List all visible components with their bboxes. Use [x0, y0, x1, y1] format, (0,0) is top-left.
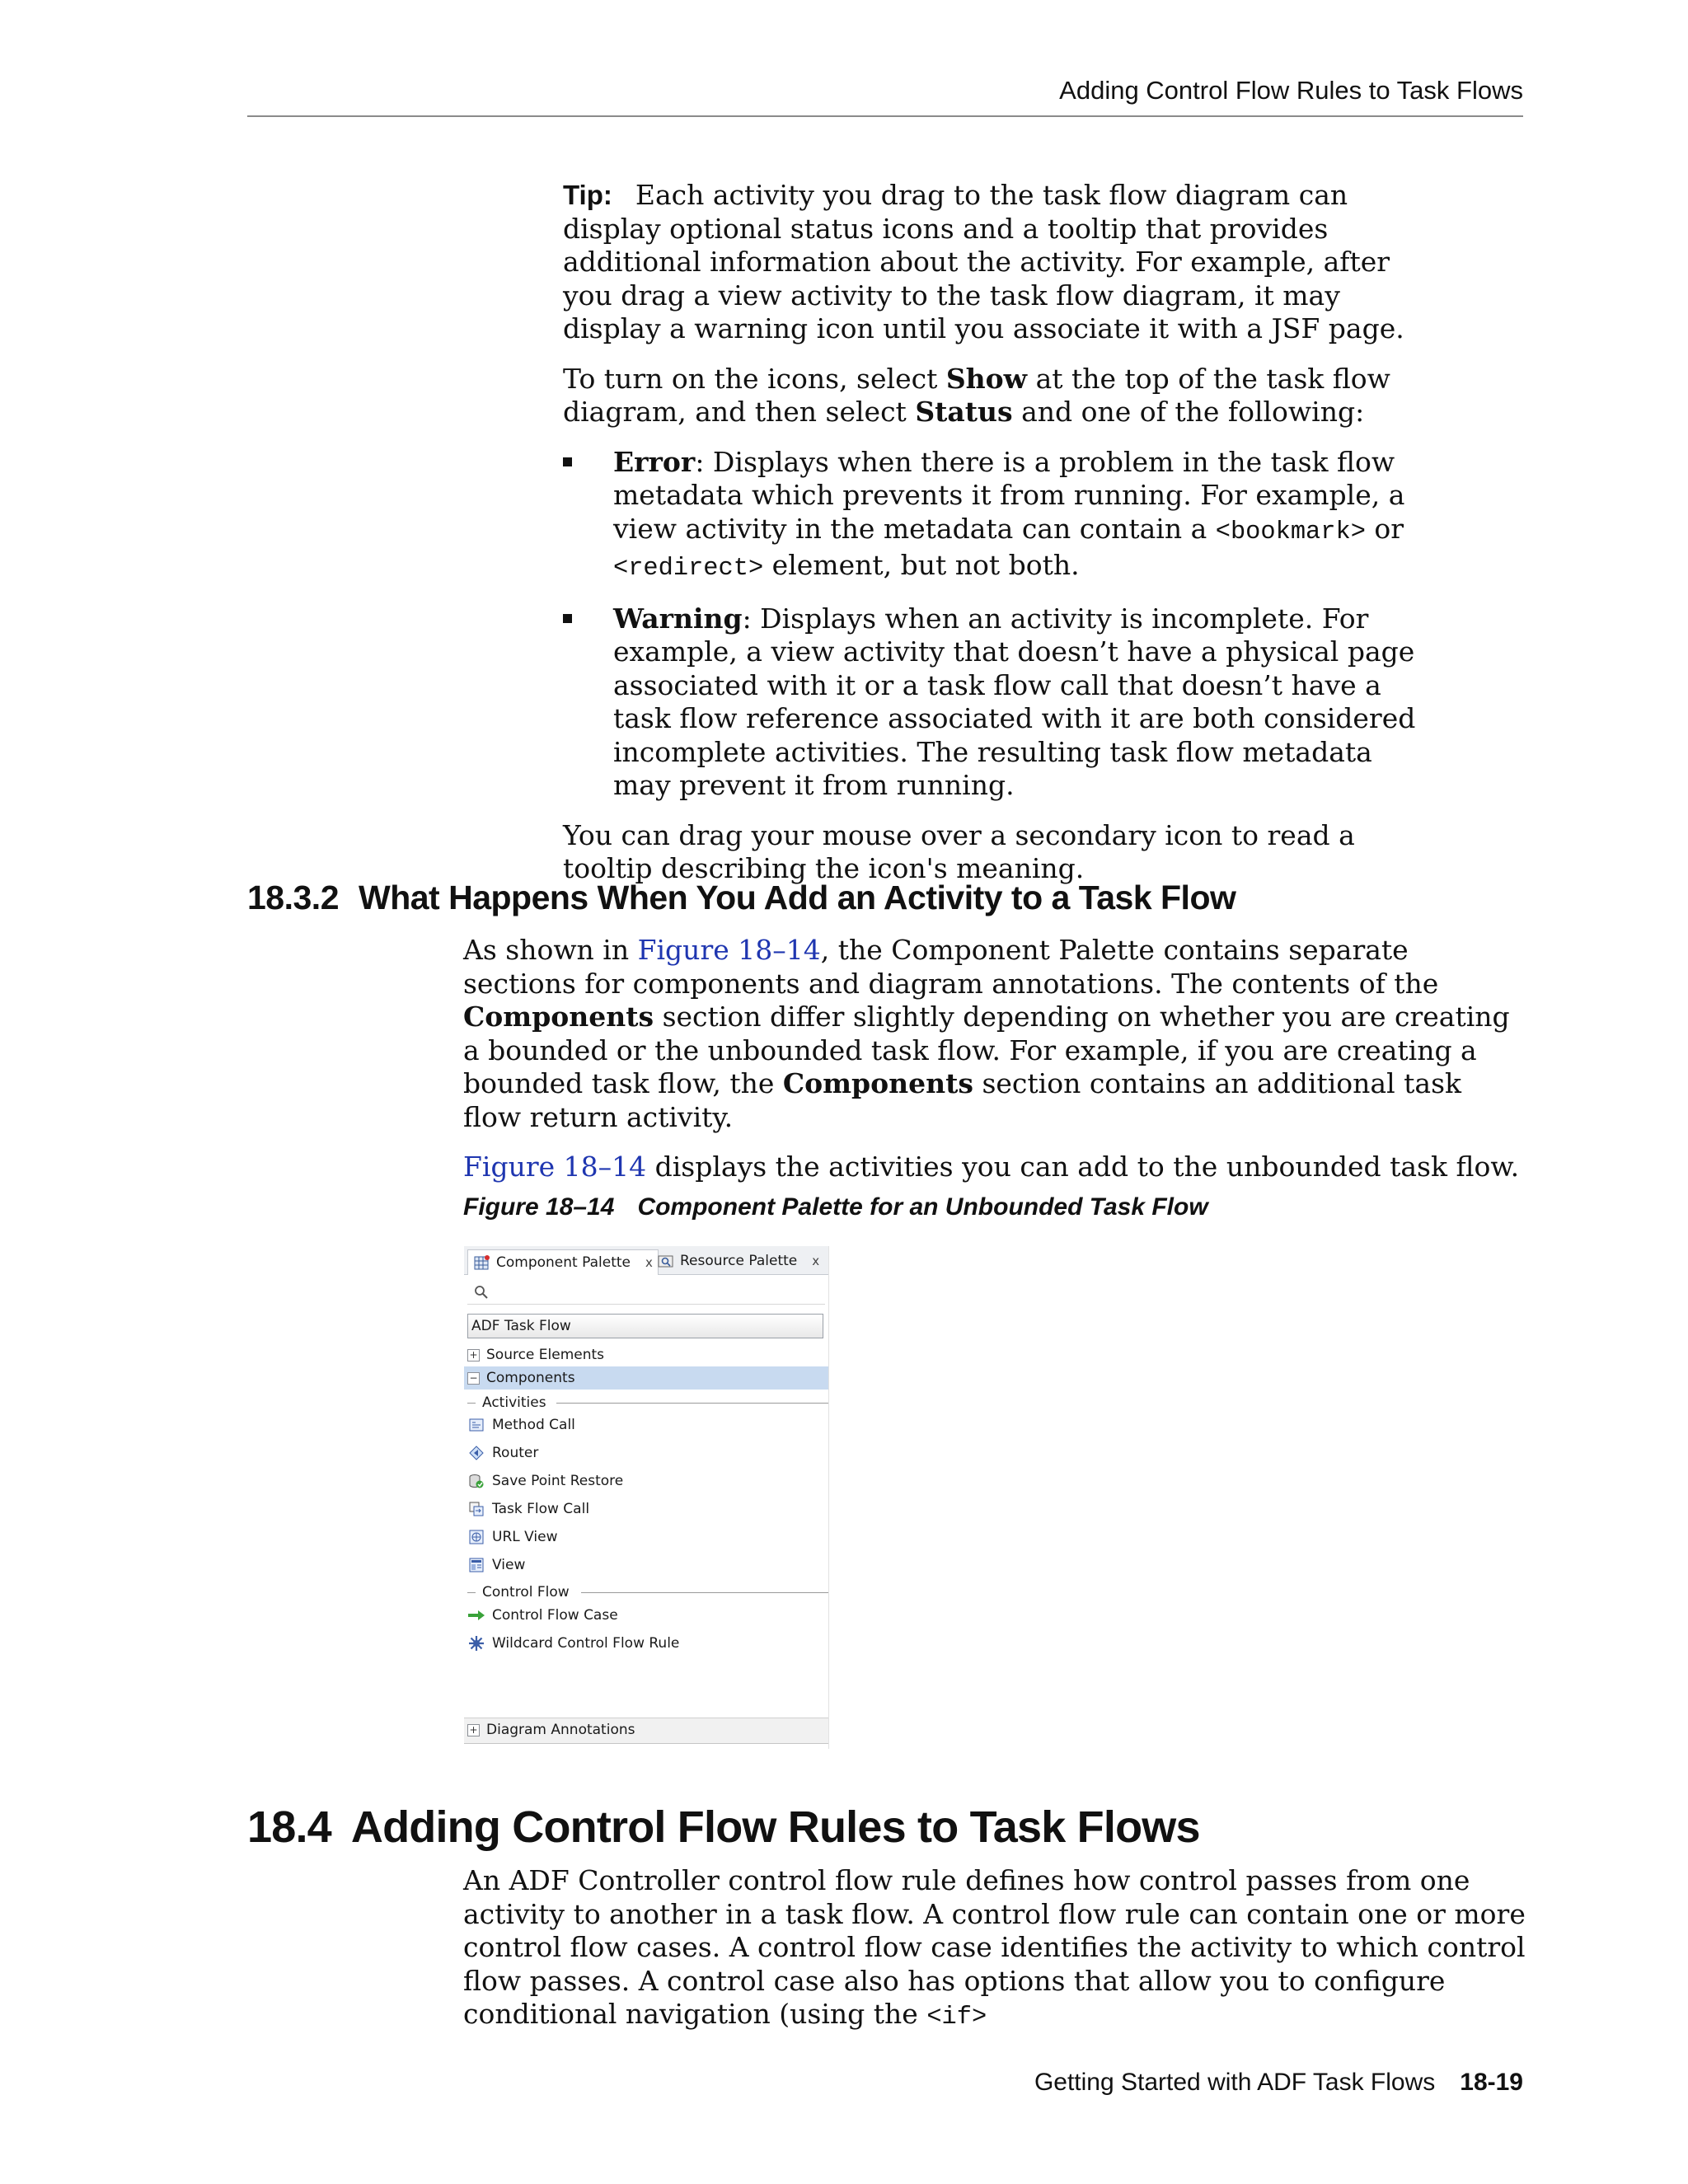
node-label: Components [486, 1370, 575, 1386]
figure-link[interactable]: Figure 18–14 [463, 1151, 647, 1183]
footer-book-title: Getting Started with ADF Task Flows [1034, 2069, 1436, 2096]
tip-paragraph-1 [563, 179, 1437, 346]
save-point-restore-icon [467, 1472, 485, 1490]
library-select-value: ADF Task Flow [471, 1318, 571, 1334]
section-number: 18.3.2 [247, 879, 339, 916]
group-divider [556, 1403, 828, 1404]
search-icon [472, 1283, 490, 1301]
page-number: 18-19 [1460, 2069, 1523, 2096]
url-view-icon [467, 1528, 485, 1546]
group-divider [581, 1592, 828, 1593]
library-select[interactable] [467, 1314, 823, 1338]
page-footer [742, 2069, 1523, 2097]
section-title: Adding Control Flow Rules to Task Flows [350, 1802, 1200, 1852]
tip-text: Each activity you drag to the task flow diagram can display optional status icons and a tooltip that provides additional information about the activity. For example, after you drag a view activity to the task flow diagram, it may display a warning icon until you associate it with a JSF page. [563, 179, 1404, 344]
body-text: section differ slightly depending on whether you are creating a bounded or the unbounded task flow. For example, if you are creating a bounded task flow, the [463, 1001, 1510, 1099]
item-label: Wildcard Control Flow Rule [492, 1635, 680, 1652]
router-icon [467, 1444, 485, 1462]
bullet-text: element, but not both. [763, 549, 1080, 581]
view-icon [467, 1556, 485, 1574]
group-activities [467, 1391, 546, 1414]
bullet-text: : Displays when an activity is incomplete. For example, a view activity that doesn’t have a physical page associated with it or a task flow call that doesn’t have a task flow reference associated with it are both considered incomplete activities. The resulting task flow metadata may prevent it from running. [613, 602, 1416, 801]
task-flow-call-icon [467, 1500, 485, 1518]
header-rule [247, 115, 1523, 117]
bullet-warning [563, 602, 1437, 803]
node-label: Diagram Annotations [486, 1722, 635, 1738]
section-heading-18-4 [247, 1802, 1200, 1853]
figure-title: Component Palette for an Unbounded Task Flow [637, 1193, 1208, 1221]
node-label: Source Elements [486, 1347, 605, 1363]
group-line-left [467, 1403, 476, 1404]
diagram-annotations-node[interactable] [467, 1718, 635, 1741]
running-header: Adding Control Flow Rules to Task Flows [1059, 76, 1523, 105]
expand-icon[interactable]: + [467, 1349, 480, 1361]
tip-text: To turn on the icons, select [563, 362, 946, 395]
figure-number: Figure 18–14 [463, 1193, 615, 1221]
item-label: URL View [492, 1529, 558, 1545]
body-text: displays the activities you can add to the unbounded task flow. [646, 1151, 1520, 1183]
palette-item-router[interactable] [467, 1441, 538, 1465]
components-term: Components [463, 1001, 654, 1033]
section-number: 18.4 [247, 1802, 331, 1852]
component-palette-icon [473, 1254, 491, 1272]
group-control-flow [467, 1581, 570, 1604]
group-label: Activities [482, 1394, 546, 1411]
resource-palette-icon [657, 1252, 675, 1270]
method-call-icon [467, 1416, 485, 1434]
body-text: section contains an additional task flow return activity. [463, 1067, 1462, 1133]
bullet-text: or [1365, 512, 1404, 545]
body-text: An ADF Controller control flow rule defines how control passes from one activity to another in a task flow. A control flow rule can contain one or more control flow cases. A control flow case identifies the activity to which control flow passes. A control case also has options that allow you to configure conditional navigation (using the [463, 1864, 1526, 2030]
bullet-term: Error [613, 445, 696, 478]
palette-tab-bar [464, 1246, 828, 1275]
palette-item-save-point-restore[interactable] [467, 1469, 623, 1493]
section-18-3-2-body [463, 934, 1526, 1201]
section-18-4-body [463, 1864, 1526, 2035]
item-label: View [492, 1557, 526, 1573]
bullet-square-icon [563, 614, 572, 623]
item-label: Task Flow Call [492, 1501, 590, 1517]
body-paragraph [463, 1864, 1526, 2035]
show-term: Show [945, 362, 1028, 395]
body-text: As shown in [463, 934, 638, 966]
component-palette-screenshot [464, 1246, 829, 1749]
body-paragraph [463, 1151, 1526, 1184]
tip-block [563, 179, 1437, 902]
tab-resource-palette[interactable] [652, 1249, 824, 1272]
control-flow-case-icon [467, 1606, 485, 1624]
close-icon[interactable]: x [645, 1255, 653, 1270]
tip-paragraph-3: You can drag your mouse over a secondary icon to read a tooltip describing the icon's meaning. [563, 818, 1355, 884]
close-icon[interactable]: x [812, 1254, 820, 1268]
palette-item-method-call[interactable] [467, 1413, 575, 1436]
tab-label: Component Palette [496, 1254, 631, 1271]
section-heading-18-3-2 [247, 879, 1236, 917]
expand-icon[interactable]: + [467, 1724, 480, 1736]
item-label: Save Point Restore [492, 1473, 624, 1489]
bullet-error [563, 446, 1437, 586]
components-node[interactable] [464, 1366, 828, 1390]
palette-item-wildcard-control-flow-rule[interactable] [467, 1632, 679, 1655]
status-term: Status [915, 396, 1013, 428]
code-bookmark: <bookmark> [1215, 518, 1366, 546]
palette-item-task-flow-call[interactable] [467, 1497, 589, 1521]
palette-search-input[interactable] [467, 1281, 825, 1305]
item-label: Control Flow Case [492, 1607, 618, 1624]
wildcard-control-flow-rule-icon [467, 1634, 485, 1652]
bullet-term: Warning [613, 602, 743, 635]
tab-component-palette[interactable] [467, 1249, 659, 1275]
bullet-text: : Displays when there is a problem in the task flow metadata which prevents it from running. For example, a view activity in the metadata can contain a [613, 445, 1405, 545]
body-paragraph [463, 934, 1526, 1134]
tip-text: and one of the following: [1012, 396, 1365, 428]
components-term: Components [782, 1067, 973, 1099]
figure-link[interactable]: Figure 18–14 [637, 934, 821, 966]
group-label: Control Flow [482, 1584, 570, 1601]
code-redirect: <redirect> [613, 555, 764, 583]
source-elements-node[interactable] [467, 1343, 604, 1366]
bullet-square-icon [563, 457, 572, 466]
tip-text: at the top of the task flow diagram, and then select [563, 362, 1390, 428]
tip-paragraph-2 [563, 363, 1437, 429]
tip-label: Tip: [563, 180, 612, 210]
tab-label: Resource Palette [680, 1253, 798, 1269]
body-text: , the Component Palette contains separate sections for components and diagram annotations. The contents of the [463, 934, 1439, 1000]
palette-item-control-flow-case[interactable] [467, 1604, 618, 1627]
item-label: Method Call [492, 1417, 575, 1433]
palette-item-view[interactable] [467, 1554, 525, 1577]
group-line-left [467, 1592, 476, 1593]
collapse-icon[interactable]: − [467, 1372, 480, 1385]
code-if: <if> [926, 2004, 987, 2032]
section-title: What Happens When You Add an Activity to a Task Flow [359, 879, 1236, 916]
palette-item-url-view[interactable] [467, 1526, 557, 1549]
item-label: Router [492, 1445, 539, 1461]
figure-caption [463, 1193, 1208, 1221]
